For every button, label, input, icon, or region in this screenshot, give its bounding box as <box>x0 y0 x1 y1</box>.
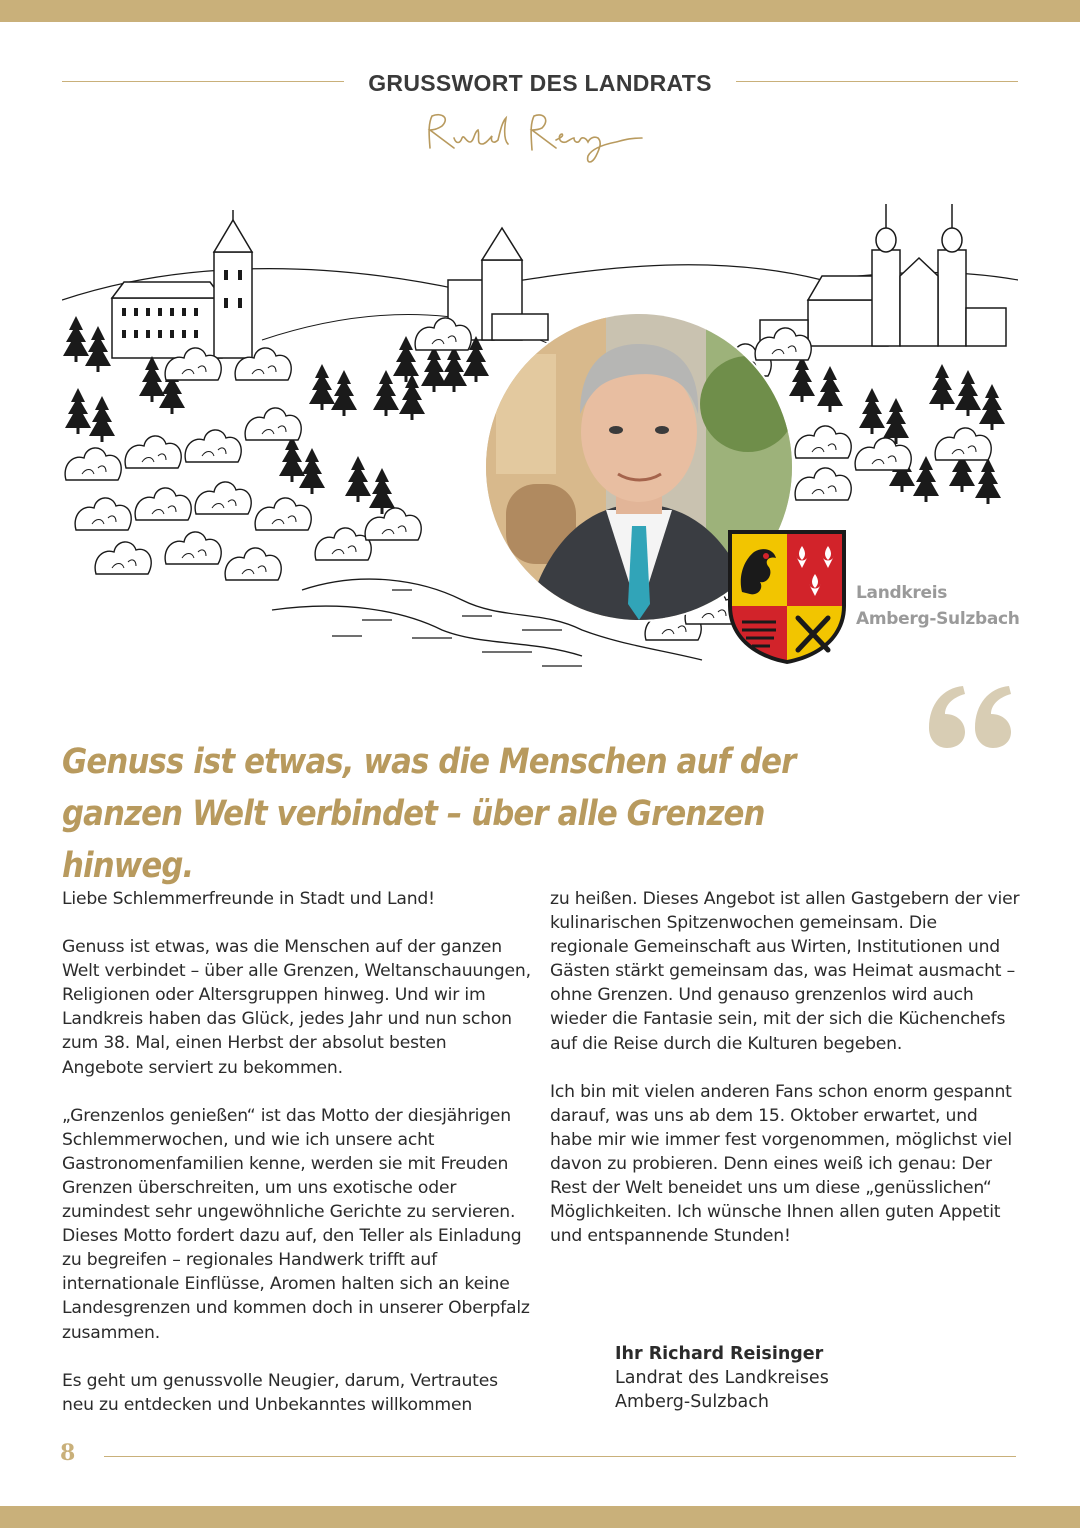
signoff-name: Ihr Richard Reisinger <box>615 1344 824 1364</box>
pull-quote: Genuss ist etwas, was die Menschen auf der ganzen Welt verbindet – über alle Grenzen hinweg. <box>62 742 796 886</box>
signoff-block <box>615 1342 829 1414</box>
body-paragraph: „Grenzenlos genießen“ ist das Motto der diesjährigen Schlemmerwochen, und wie ich unsere acht Gastronomenfamilien kenne, werden sie mit Freuden Grenzen überschreiten, um uns exotische oder zumindest sehr ungewöhnliche Gerichte zu servieren. Dieses Motto fordert dazu auf, den Teller als Einladung zu begreifen – regionales Handwerk trifft auf internationale Einflüsse, Aromen halten sich an keine Landesgrenzen und kommen doch in unserer Oberpfalz zusammen. <box>62 1105 530 1343</box>
page-number: 8 <box>60 1440 76 1466</box>
body-paragraph: zu heißen. Dieses Angebot ist allen Gastgebern der vier kulinarischen Spitzenwochen gemeinsam. Die regionale Gemeinschaft aus Wirten, Institutionen und Gästen stärkt gemeinsam das, was Heimat ausmacht – ohne Grenzen. Und genauso grenzenlos wird auch wieder die Fantasie sein, mit der sich die Küchenchefs auf die Reise durch die Kulturen begeben. <box>550 889 1020 1054</box>
quotation-mark-icon <box>925 684 1017 748</box>
body-column-left <box>62 887 532 1441</box>
county-name-line2: Amberg-Sulzbach <box>856 609 1020 629</box>
page-title <box>0 70 1080 97</box>
greeting-paragraph: Liebe Schlemmerfreunde in Stadt und Land! <box>62 889 435 909</box>
body-paragraph: Genuss ist etwas, was die Menschen auf der ganzen Welt verbindet – über alle Grenzen, Weltanschauungen, Religionen oder Altersgruppen hinweg. Und wir im Landkreis haben das Glück, jedes Jahr und nun schon zum 38. Mal, einen Herbst der absolut besten Angebote serviert zu bekommen. <box>62 937 531 1078</box>
footer-rule <box>104 1456 1016 1457</box>
handwritten-signature <box>420 108 660 170</box>
body-column-right <box>550 887 1020 1272</box>
county-name <box>856 580 1056 632</box>
bottom-gold-band <box>0 1506 1080 1528</box>
county-name-line1: Landkreis <box>856 583 948 603</box>
coat-of-arms-icon <box>724 526 850 666</box>
signoff-role-line1: Landrat des Landkreises <box>615 1368 829 1388</box>
top-gold-band <box>0 0 1080 22</box>
body-paragraph: Es geht um genussvolle Neugier, darum, Vertrautes neu zu entdecken und Unbekanntes willkommen <box>62 1370 498 1415</box>
body-paragraph: Ich bin mit vielen anderen Fans schon enorm gespannt darauf, was uns ab dem 15. Oktober erwartet, und habe mir wie immer fest vorgenommen, möglichst viel davon zu probieren. Denn eines weiß ich genau: Der Rest der Welt beneidet uns um diese „genüsslichen“ Möglichkeiten. Ich wünsche Ihnen allen guten Appetit und entspannende Stunden! <box>550 1081 1012 1247</box>
signoff-role-line2: Amberg-Sulzbach <box>615 1392 769 1412</box>
page-title-text: GRUSSWORT DES LANDRATS <box>352 70 728 96</box>
